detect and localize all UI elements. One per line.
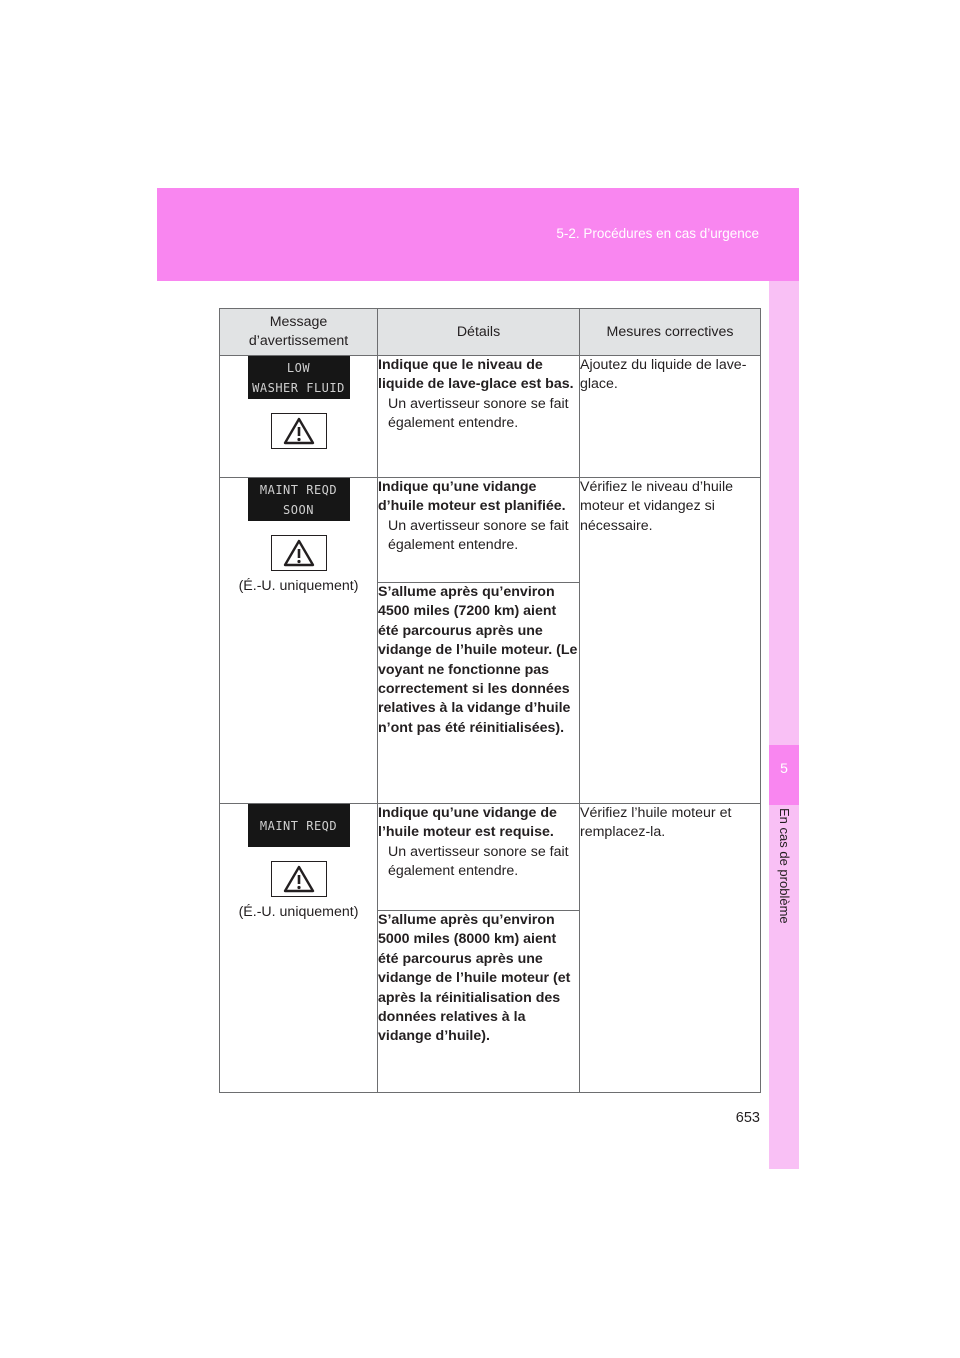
warning-triangle-icon [271,861,327,897]
detail-title: S’allume après qu’environ 5000 miles (8000 km) aient été parcourus après une vidange de l’huile moteur (et après la réinitialisation des données relatives à la vidange d’huile). [378,912,571,1045]
lcd-line: MAINT REQD [259,482,338,497]
message-cell [220,478,378,804]
action-cell: Ajoutez du liquide de lave-glace. [580,356,761,478]
warning-triangle-icon [271,535,327,571]
detail-title: Indique qu’une vidange d’huile moteur est planifiée. [378,479,566,515]
action-cell: Vérifiez l’huile moteur et remplacez-la. [580,804,761,1093]
table-row [220,804,761,911]
details-cell [378,804,580,911]
section-header-band [157,188,799,281]
section-title: 5-2. Procédures en cas d’urgence [556,226,759,241]
lcd-display [248,804,350,847]
detail-title: S’allume après qu’environ 4500 miles (7200 km) aient été parcourus après une vidange de l’huile moteur. (Le voyant ne fonctionne pas correctement si les données relatives à la vidange d’huile n’ont pas été réinitialisées). [378,584,578,736]
action-cell: Vérifiez le niveau d’huile moteur et vidangez si nécessaire. [580,478,761,804]
column-header-actions: Mesures correctives [580,309,761,356]
lcd-line: LOW [286,360,311,375]
details-cell [378,583,580,804]
column-header-details: Détails [378,309,580,356]
table-row [220,478,761,583]
lcd-display [248,356,350,399]
details-cell [378,356,580,478]
details-cell [378,911,580,1093]
warning-triangle-icon [271,413,327,449]
detail-note: Un avertisseur sonore se fait également entendre. [388,395,569,432]
region-note: (É.-U. uniquement) [238,904,359,920]
detail-title: Indique que le niveau de liquide de lave-glace est bas. [378,357,574,393]
warning-messages-table [219,308,761,1093]
page-number: 653 [735,1110,760,1126]
chapter-number: 5 [780,760,788,776]
message-cell [220,356,378,478]
lcd-line: WASHER FLUID [252,380,345,395]
lcd-display [248,478,350,521]
detail-note: Un avertisseur sonore se fait également entendre. [388,517,569,554]
detail-title: Indique qu’une vidange de l’huile moteur est requise. [378,805,557,841]
region-note: (É.-U. uniquement) [238,578,359,594]
lcd-line: MAINT REQD [259,818,338,833]
chapter-title: En cas de problème [777,808,792,924]
column-header-message: Message d’avertissement [220,309,378,356]
detail-note: Un avertisseur sonore se fait également entendre. [388,843,569,880]
message-cell [220,804,378,1093]
lcd-line: SOON [283,502,314,517]
table-row [220,356,761,478]
table-header-row [220,309,761,356]
side-thumb-tab [769,281,799,1169]
details-cell [378,478,580,583]
